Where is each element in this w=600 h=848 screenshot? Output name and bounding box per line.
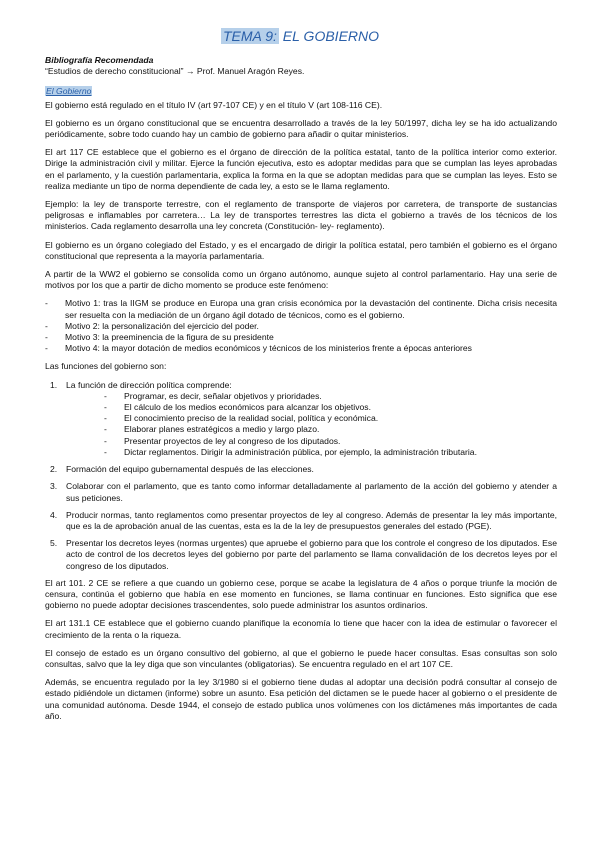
list-item: - Motivo 1: tras la IIGM se produce en Europa una gran crisis económica por la devastación del continente. Dicha crisis necesita ser resuelta con la mediación de un órgano ágil dotado de técnicos, como es el gobierno. — [45, 298, 557, 320]
list-item: - Motivo 2: la personalización del ejercicio del poder. — [45, 321, 557, 332]
section-heading-text: El Gobierno — [46, 86, 92, 97]
function-text: Formación del equipo gubernamental después de las elecciones. — [66, 464, 314, 475]
sublist-item: - Dictar reglamentos. Dirigir la administración pública, por ejemplo, la administración tributaria. — [104, 447, 557, 458]
functions-list — [45, 380, 557, 572]
function-sublist — [66, 391, 557, 458]
paragraph: Ejemplo: la ley de transporte terrestre, con el reglamento de transporte de viajeros por carretera, de transporte de sustancias peligrosas e inflamables por carretera… La ley de transportes terrestres las dicta el gobierno a través de los técnicos de los ministerios. Cada reglamento desarrolla una ley concreta (Constitución- ley- reglamento). — [45, 199, 557, 232]
page-title — [0, 27, 600, 45]
function-number: 5. — [50, 538, 58, 549]
paragraph: El art 101. 2 CE se refiere a que cuando un gobierno cese, porque se acabe la legislatura de 4 años o porque triunfe la moción de censura, continúa el gobierno que había en ese momento en funciones, se llama continuar en funciones. Esto significa que ese gobierno no puede adoptar decisiones trascendentes, solo puede administrar los asuntos ordinarios. — [45, 577, 557, 611]
sublist-item: - Programar, es decir, señalar objetivos y prioridades. — [104, 391, 557, 402]
paragraph: El gobierno es un órgano constitucional que se encuentra desarrollado a través de la ley 50/1997, dicha ley se ha ido actualizando periódicamente, sobre todo cuando hay un cambio de gobierno para añadir o quitar ministerios. — [45, 117, 557, 140]
paragraph: El gobierno está regulado en el título IV (art 97-107 CE) y en el título V (art 108-116 CE). — [45, 99, 383, 110]
paragraph: El gobierno es un órgano colegiado del Estado, y es el encargado de dirigir la política estatal, pero también el gobierno es el órgano constitucional que representa a la mayoría parlamentaria. — [45, 239, 557, 261]
document-body — [45, 55, 557, 729]
sublist-item: - Presentar proyectos de ley al congreso de los diputados. — [104, 436, 557, 447]
function-number: 4. — [50, 509, 58, 520]
sublist-item: - Elaborar planes estratégicos a medio y largo plazo. — [104, 424, 557, 435]
list-item: - Motivo 4: la mayor dotación de medios económicos y técnicos de los ministerios frente a épocas anteriores — [45, 343, 557, 354]
paragraph: A partir de la WW2 el gobierno se consolida como un órgano autónomo, aunque sujeto al control parlamentario. Hay una serie de motivos por los que a partir de dicho momento se produce este fenómeno: — [45, 269, 557, 291]
function-text: Presentar los decretos leyes (normas urgentes) que apruebe el gobierno para que los controle el congreso de los diputados. Ese acto de control de los decretos leyes del gobierno por parte del parlamento se llama convalidación de los decretos leyes por el congreso de los diputados. — [66, 538, 557, 571]
sublist-item: - El cálculo de los medios económicos para alcanzar los objetivos. — [104, 402, 557, 413]
bibliography-heading: Bibliografía Recomendada — [45, 55, 154, 65]
functions-intro: Las funciones del gobierno son: — [45, 361, 167, 372]
motives-list — [45, 298, 557, 354]
paragraph: Además, se encuentra regulado por la ley 3/1980 si el gobierno tiene dudas al adoptar una decisión podrá consultar al consejo de estado pidiéndole un dictamen (informe) sobre un asunto. Esa petición del dictamen se le puede hacer al gobierno o el presidente de una comunidad autónoma. Desde 1944, el consejo de estado publica unos volúmenes con los dictámenes más importantes de cada año. — [45, 677, 557, 721]
list-item: - Motivo 3: la preeminencia de la figura de su presidente — [45, 332, 557, 343]
function-text: Producir normas, tanto reglamentos como presentar proyectos de ley al congreso. Además de presentar la ley más importante, que es la de aprobación anual de las cuentas, esta es la de la ley de presupuestos generales del estado (PGE). — [66, 509, 557, 531]
function-number: 2. — [50, 464, 58, 475]
function-text: Colaborar con el parlamento, que es tanto como informar detalladamente al parlamento de la acción del gobierno y atender a sus peticiones. — [66, 481, 557, 503]
function-text: La función de dirección política comprende: — [66, 379, 232, 390]
function-item — [45, 380, 557, 458]
bibliography-book: “Estudios de derecho constitucional” → Prof. Manuel Aragón Reyes. — [45, 66, 305, 77]
section-heading — [45, 86, 557, 97]
function-item — [45, 481, 557, 503]
sublist-item: - El conocimiento preciso de la realidad social, política y económica. — [104, 413, 557, 424]
title-rest: EL GOBIERNO — [278, 28, 380, 44]
paragraph: El consejo de estado es un órgano consultivo del gobierno, al que el gobierno le puede hacer consultas. Esas consultas son solo consultas, salvo que la ley diga que son vinculantes (obligatorias). Se encuentra regulado en el art 107 CE. — [45, 647, 557, 669]
function-item — [45, 538, 557, 572]
function-number: 3. — [50, 481, 58, 492]
paragraph: El art 131.1 CE establece que el gobierno cuando planifique la economía lo tiene que hacer con la idea de estimular o favorecer el crecimiento de la renta o la riqueza. — [45, 618, 557, 640]
title-highlight: TEMA 9: — [222, 28, 277, 44]
function-number: 1. — [50, 379, 58, 390]
function-item — [45, 464, 557, 475]
paragraph: El art 117 CE establece que el gobierno es el órgano de dirección de la política estatal, tanto de la política interior como exterior. Dirige la administración civil y militar. Ejerce la función ejecutiva, esto es adoptar medidas para que se cumplan las leyes aprobadas en el parlamento, y la cuestión parlamentaria, explica la forma en la que se adoptan medidas para que se cumplan las leyes. Esto se realiza mediante un tipo de norma dependiente de cada ley, a esto se le llama reglamento. — [45, 147, 557, 191]
function-item — [45, 510, 557, 532]
